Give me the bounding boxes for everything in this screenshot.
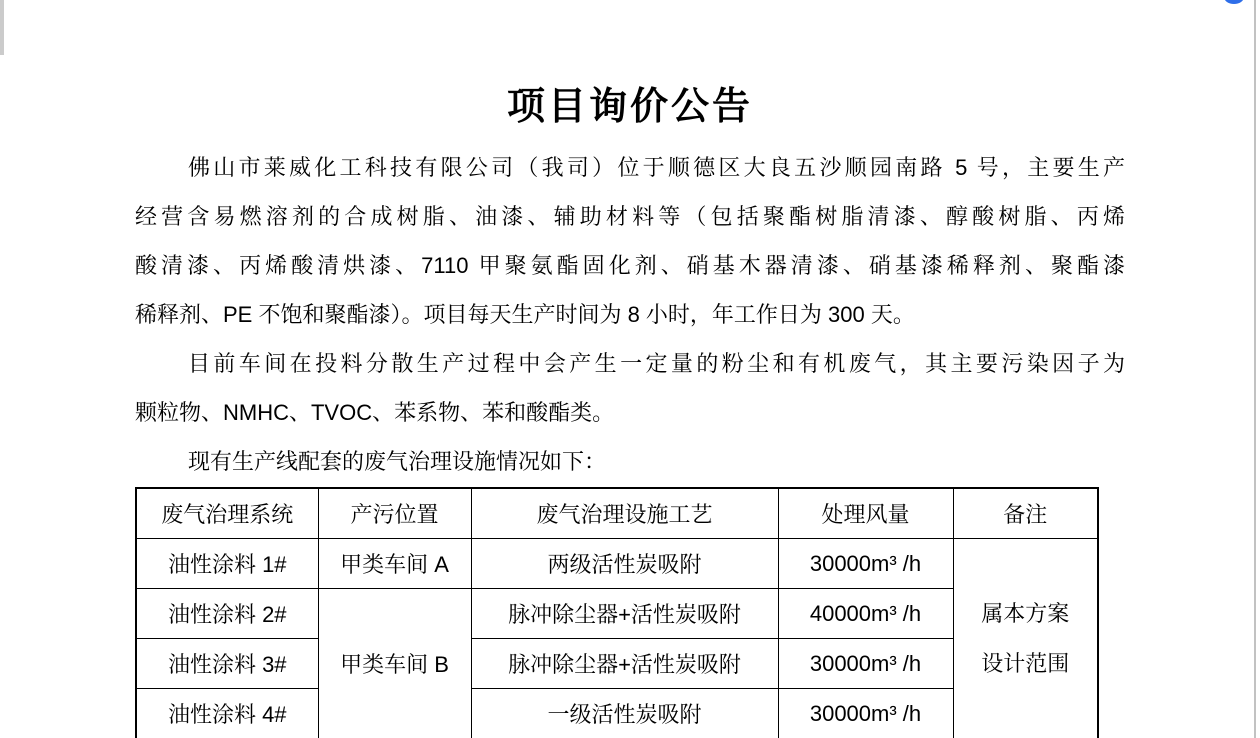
- paragraph-line: 酸清漆、丙烯酸清烘漆、7110 甲聚氨酯固化剂、硝基木器清漆、硝基漆稀释剂、聚酯漆: [135, 253, 1125, 278]
- cell-location: 甲类车间 B: [318, 589, 471, 738]
- header-process: 废气治理设施工艺: [471, 488, 778, 539]
- note-line: 设计范围: [981, 650, 1070, 676]
- paragraph-line: 稀释剂、PE 不饱和聚酯漆）。项目每天生产时间为 8 小时，年工作日为 300 天。: [135, 302, 915, 327]
- header-airflow: 处理风量: [778, 488, 953, 539]
- paragraph-line: 现有生产线配套的废气治理设施情况如下：: [188, 449, 607, 474]
- cell-note: [953, 539, 1098, 738]
- table-header-row: [136, 488, 1098, 539]
- paragraph-line: 目前车间在投料分散生产过程中会产生一定量的粉尘和有机废气，其主要污染因子为: [188, 351, 1125, 376]
- header-note: 备注: [953, 488, 1098, 539]
- cell-airflow: 30000m³ /h: [778, 689, 953, 738]
- cell-location: 甲类车间 A: [318, 539, 471, 589]
- cell-process: 一级活性炭吸附: [471, 689, 778, 738]
- cell-process: 脉冲除尘器+活性炭吸附: [471, 589, 778, 639]
- cell-airflow: 30000m³ /h: [778, 639, 953, 689]
- paragraph-line: 颗粒物、NMHC、TVOC、苯系物、苯和酸酯类。: [135, 400, 615, 425]
- document-body: [135, 143, 1125, 486]
- cell-system: 油性涂料 4#: [136, 689, 318, 738]
- floating-action-button-partial[interactable]: [1224, 0, 1244, 4]
- table-row: [136, 539, 1098, 589]
- cell-process: 两级活性炭吸附: [471, 539, 778, 589]
- cell-system: 油性涂料 2#: [136, 589, 318, 639]
- page-right-edge: [1254, 0, 1256, 738]
- note-line: 属本方案: [981, 600, 1070, 626]
- cell-system: 油性涂料 3#: [136, 639, 318, 689]
- cell-system: 油性涂料 1#: [136, 539, 318, 589]
- paragraph-line: 经营含易燃溶剂的合成树脂、油漆、辅助材料等（包括聚酯树脂清漆、醇酸树脂、丙烯: [135, 204, 1125, 229]
- cell-process: 脉冲除尘器+活性炭吸附: [471, 639, 778, 689]
- page-edge-strip: [0, 0, 4, 55]
- header-system: 废气治理系统: [136, 488, 318, 539]
- cell-airflow: 30000m³ /h: [778, 539, 953, 589]
- waste-gas-treatment-table: [135, 487, 1099, 738]
- document-title: 项目询价公告: [506, 86, 753, 128]
- header-location: 产污位置: [318, 488, 471, 539]
- paragraph-line: 佛山市莱威化工科技有限公司（我司）位于顺德区大良五沙顺园南路 5 号，主要生产: [188, 155, 1125, 180]
- cell-airflow: 40000m³ /h: [778, 589, 953, 639]
